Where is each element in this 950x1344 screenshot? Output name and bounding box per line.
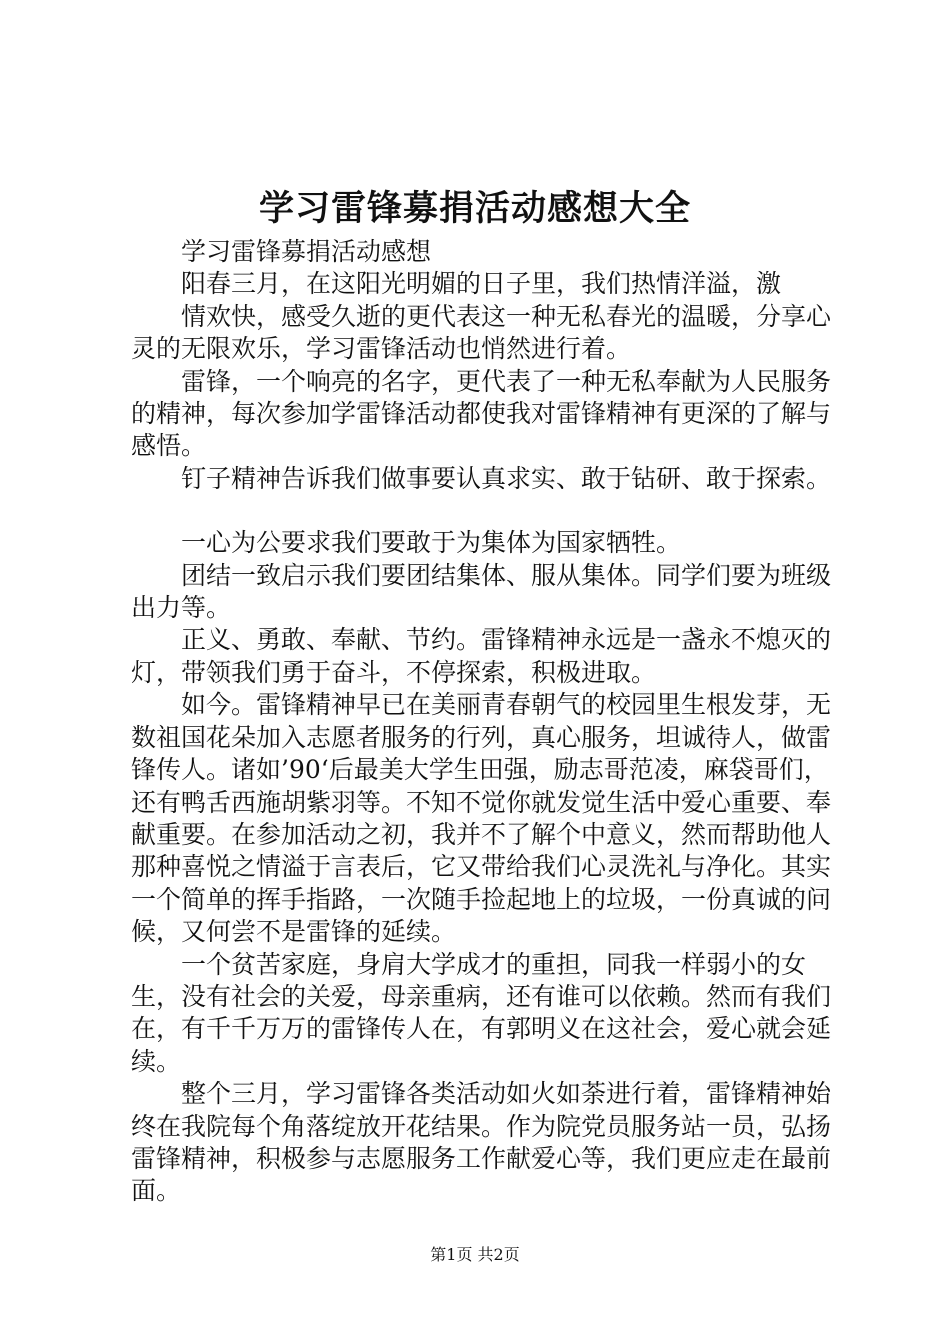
page-number-footer: 第1页 共2页 (430, 1245, 520, 1264)
body-paragraph: 情欢快，感受久逝的更代表这一种无私春光的温暖，分享心灵的无限欢乐，学习雷锋活动也悄然进行着。 (131, 301, 832, 364)
body-paragraph: 正义、勇敢、奉献、节约。雷锋精神永远是一盏永不熄灭的灯，带领我们勇于奋斗，不停探索，积极进取。 (131, 625, 832, 687)
body-paragraph: 整个三月，学习雷锋各类活动如火如荼进行着，雷锋精神始终在我院每个角落绽放开花结果。作为院党员服务站一员，弘扬雷锋精神，积极参与志愿服务工作献爱心等，我们更应走在最前面。 (131, 1079, 832, 1206)
body-paragraph: 雷锋，一个响亮的名字，更代表了一种无私奉献为人民服务的精神，每次参加学雷锋活动都使我对雷锋精神有更深的了解与感悟。 (131, 366, 832, 461)
paragraph-spacer (131, 495, 831, 527)
body-paragraph: 一心为公要求我们要敢于为集体为国家牺牲。 (181, 528, 682, 558)
subtitle-paragraph: 学习雷锋募捐活动感想 (181, 237, 432, 266)
body-paragraph: 如今。雷锋精神早已在美丽青春朝气的校园里生根发芽，无数祖国花朵加入志愿者服务的行列，真心服务，坦诚待人，做雷锋传人。诸如’90‘后最美大学生田强，励志哥范凌，麻袋哥们，还有鸭舌西施胡紫羽等。不知不觉你就发觉生活中爱心重要、奉献重要。在参加活动之初，我并不了解个中意义，然而帮助他人那种喜悦之情溢于言表后，它又带给我们心灵洗礼与净化。其实一个简单的挥手指路，一次随手捡起地上的垃圾，一份真诚的问候，又何尝不是雷锋的延续。 (131, 690, 832, 947)
document-body (131, 236, 831, 1208)
body-paragraph: 一个贫苦家庭，身肩大学成才的重担，同我一样弱小的女生，没有社会的关爱，母亲重病，还有谁可以依赖。然而有我们在，有千千万万的雷锋传人在，有郭明义在这社会，爱心就会延续。 (131, 949, 832, 1076)
document-title: 学习雷锋募捐活动感想大全 (258, 188, 691, 229)
body-paragraph: 阳春三月，在这阳光明媚的日子里，我们热情洋溢，激 (181, 269, 782, 299)
body-paragraph: 钉子精神告诉我们做事要认真求实、敢于钻研、敢于探索。 (181, 463, 832, 493)
body-paragraph: 团结一致启示我们要团结集体、服从集体。同学们要为班级出力等。 (131, 560, 832, 623)
